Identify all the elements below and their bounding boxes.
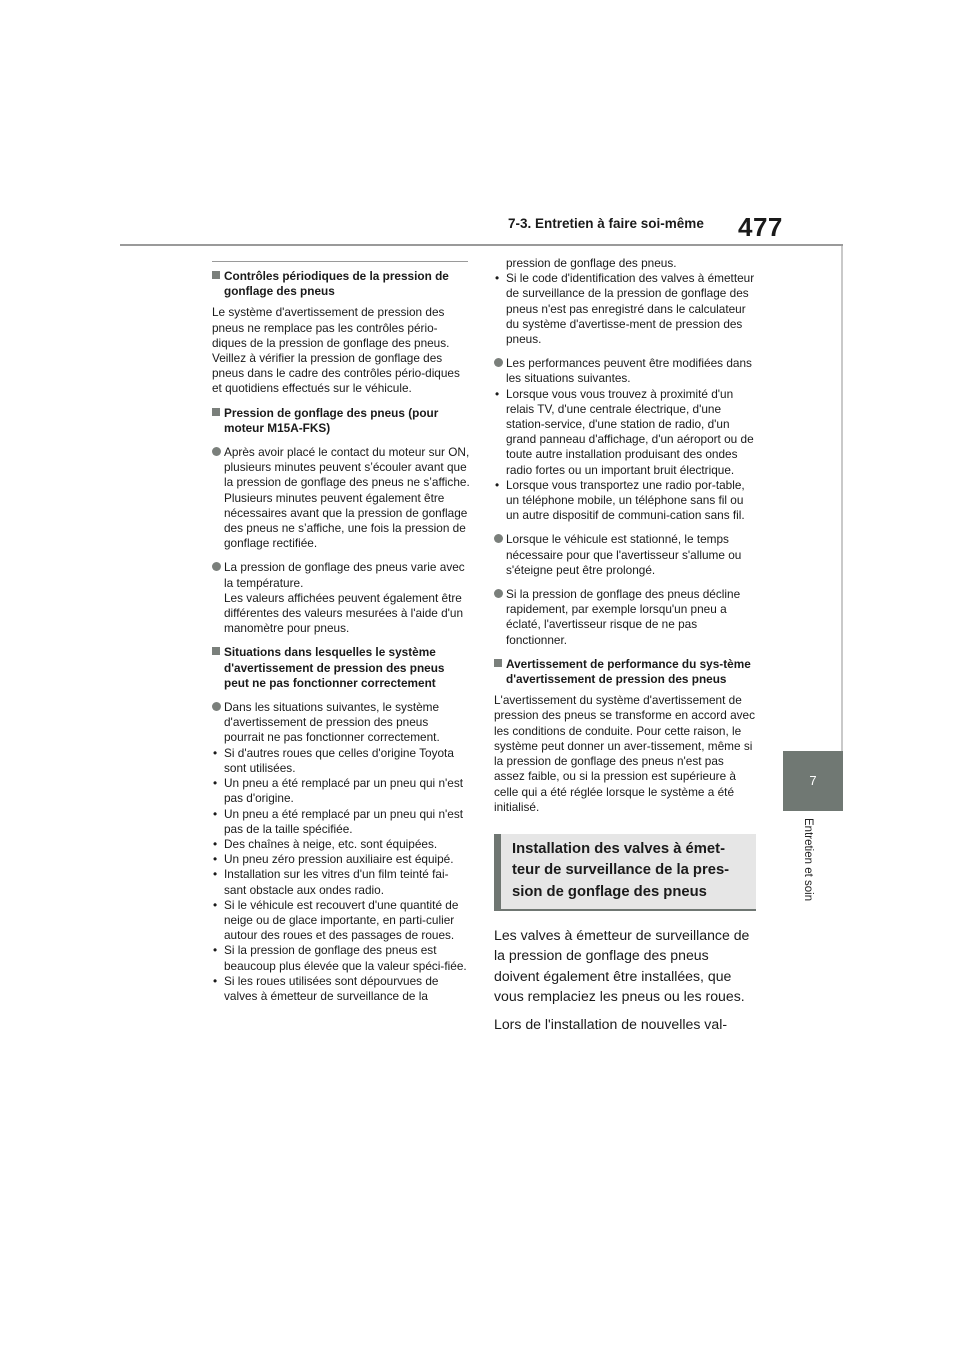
header-divider	[120, 244, 843, 246]
list-item: • Si la pression de gonflage des pneus est beaucoup plus élevée que la valeur spéci-fiée.	[213, 943, 467, 973]
list-item: • Lorsque vous transportez une radio por-table, un téléphone mobile, un téléphone sans fil ou un autre dispositif de communi-cation sans fil.	[495, 477, 745, 523]
circle-bullet-icon	[212, 447, 221, 456]
left-column	[212, 269, 470, 1004]
paragraph: L'avertissement du système d'avertissement de pression des pneus se transforme en accord avec les conditions de conduite. Pour cette raison, le système peut donner un aver-tissement, même si la pression de gonflage des pneus n'est pas assez faible, ou si la pression est supérieure à celle qui a été réglée lorsque le système a été initialisé.	[494, 693, 755, 814]
list-item: • Si les roues utilisées sont dépourvues de valves à émetteur de surveillance de la	[213, 973, 439, 1003]
dot-item: Dans les situations suivantes, le système d'avertissement de pression des pneus pourrait ne pas fonctionner correctement.	[212, 700, 470, 746]
bullet-list	[212, 746, 470, 1004]
section-title-line: teur de surveillance de la pres-	[512, 862, 730, 879]
right-column	[494, 256, 756, 1034]
section-title-line: Installation des valves à émet-	[512, 840, 726, 857]
dot-item: Si la pression de gonflage des pneus décline rapidement, par exemple lorsqu'un pneu a éclaté, l'avertisseur risque de ne pas fonctionner.	[494, 587, 756, 648]
dot-item: Les performances peuvent être modifiées dans les situations suivantes.	[494, 356, 756, 386]
square-bullet-icon	[212, 647, 220, 655]
section-header-title: 7-3. Entretien à faire soi-même	[508, 216, 704, 231]
list-item: • Installation sur les vitres d'un film teinté fai-sant obstacle aux ondes radio.	[213, 867, 449, 897]
circle-bullet-icon	[494, 589, 503, 598]
body-paragraph: Les valves à émetteur de surveillance de la pression de gonflage des pneus doivent également être installées, que vous remplaciez les pneus ou les roues.	[494, 926, 750, 1005]
list-item: • Un pneu zéro pression auxiliaire est équipé.	[213, 852, 454, 867]
list-item: • Lorsque vous vous trouvez à proximité d'un relais TV, d'une centrale électrique, d'une station-service, d'une station de radio, d'un grand panneau d'affichage, d'un aéroport ou de toute autre installation produisant des ondes radio fortes ou un important bruit électrique.	[495, 386, 754, 477]
circle-bullet-icon	[494, 534, 503, 543]
dot-item: La pression de gonflage des pneus varie avec la température. Les valeurs affichées peuvent également être différentes des valeurs mesurées à l'aide d'un manomètre pour pneus.	[212, 560, 470, 636]
dot-item: Après avoir placé le contact du moteur sur ON, plusieurs minutes peuvent s’écouler avant que la pression de gonflage des pneus ne s’affiche. Plusieurs minutes peuvent également être nécessaires avant que la pression de gonflage des pneus ne s’affiche, une fois la pression de gonflage rectifiée.	[212, 445, 470, 551]
paragraph: Le système d'avertissement de pression des pneus ne remplace pas les contrôles pério-diques de la pression de gonflage des pneus. Veillez à vérifier la pression de gonflage des pneus dans le cadre des contrôles pério-diques et quotidiens effectués sur le véhicule.	[212, 305, 460, 396]
circle-bullet-icon	[212, 702, 221, 711]
page-number: 477	[738, 212, 783, 242]
side-tab-rule	[841, 246, 843, 751]
section-heading: Pression de gonflage des pneus (pour moteur M15A-FKS)	[212, 406, 470, 436]
list-item: • Si le véhicule est recouvert d'une quantité de neige ou de glace importante, en parti-culier autour des roues et des passages de roues.	[213, 897, 459, 943]
dot-item: Lorsque le véhicule est stationné, le temps nécessaire pour que l'avertisseur s'allume ou s'éteigne peut être prolongé.	[494, 532, 756, 578]
chapter-tab[interactable]: 7	[783, 751, 843, 811]
section-title-underline	[494, 909, 756, 911]
circle-bullet-icon	[494, 358, 503, 367]
body-paragraph: Lors de l'installation de nouvelles val-	[494, 1015, 728, 1032]
section-heading: Situations dans lesquelles le système d'avertissement de pression des pneus peut ne pas fonctionner correctement	[212, 645, 470, 691]
section-heading: Contrôles périodiques de la pression de gonflage des pneus	[212, 269, 470, 299]
column-divider	[212, 261, 468, 262]
list-item-continuation: pression de gonflage des pneus.	[506, 256, 677, 270]
section-title-box	[494, 834, 756, 909]
section-heading: Avertissement de performance du sys-tème d'avertissement de pression des pneus	[494, 657, 756, 687]
square-bullet-icon	[212, 408, 220, 416]
list-item: • Un pneu a été remplacé par un pneu qui n'est pas de la taille spécifiée.	[213, 806, 464, 836]
section-title-line: sion de gonflage des pneus	[512, 883, 707, 900]
list-item: • Un pneu a été remplacé par un pneu qui n'est pas d'origine.	[213, 776, 464, 806]
chapter-label: Entretien et soin	[802, 818, 814, 902]
list-item: • Si d'autres roues que celles d'origine Toyota sont utilisées.	[213, 745, 454, 775]
list-item: • Si le code d'identification des valves à émetteur de surveillance de la pression de gonflage des pneus n'est pas enregistré dans le calculateur du système d'avertisse-ment de pression des pneus.	[495, 271, 755, 347]
square-bullet-icon	[494, 659, 502, 667]
square-bullet-icon	[212, 271, 220, 279]
circle-bullet-icon	[212, 562, 221, 571]
list-item: • Des chaînes à neige, etc. sont équipées.	[213, 836, 438, 851]
